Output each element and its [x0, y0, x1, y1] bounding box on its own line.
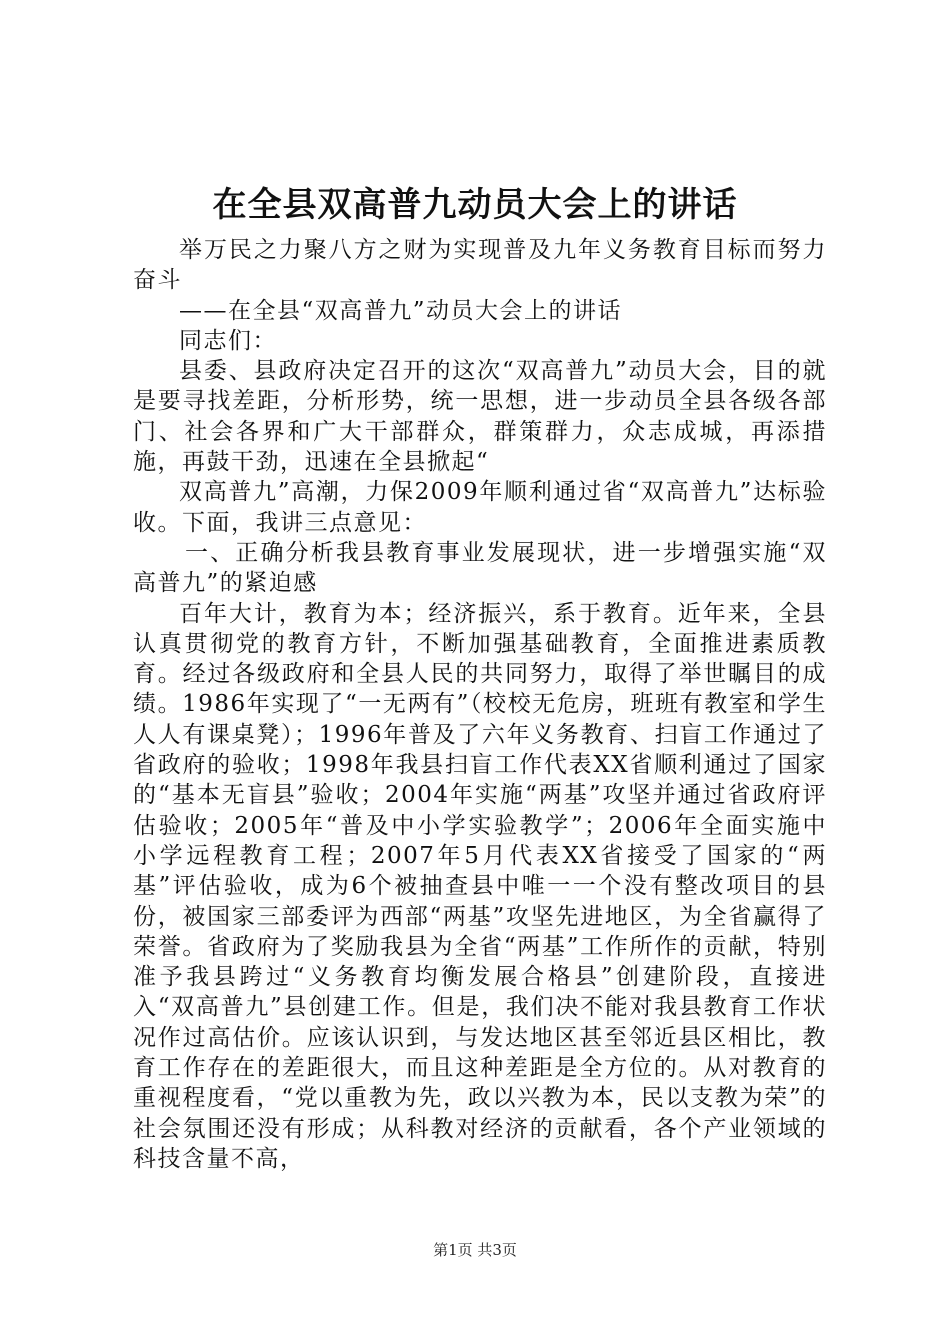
- body-paragraph: 双高普九”高潮，力保2009年顺利通过省“双高普九”达标验收。下面，我讲三点意见：: [133, 479, 827, 536]
- section-paragraph: 百年大计，教育为本；经济振兴，系于教育。近年来，全县认真贯彻党的教育方针，不断加强基础教育，全面推进素质教育。经过各级政府和全县人民的共同努力，取得了举世瞩目的成绩。1986年实现了“一无两有”（校校无危房，班班有教室和学生人人有课桌凳）；1996年普及了六年义务教育、扫盲工作通过了省政府的验收；1998年我县扫盲工作代表XX省顺利通过了国家的“基本无盲县”验收；2004年实施“两基”攻坚并通过省政府评估验收；2005年“普及中小学实验教学”；2006年全面实施中小学远程教育工程；2007年5月代表XX省接受了国家的“两基”评估验收，成为6个被抽查县中唯一一个没有整改项目的县份，被国家三部委评为西部“两基”攻坚先进地区，为全省赢得了荣誉。省政府为了奖励我县为全省“两基”工作所作的贡献，特别准予我县跨过“义务教育均衡发展合格县”创建阶段，直接进入“双高普九”县创建工作。但是，我们决不能对我县教育工作状况作过高估价。应该认识到，与发达地区甚至邻近县区相比，教育工作存在的差距很大，而且这种差距是全方位的。从对教育的重视程度看，“党以重教为先，政以兴教为本，民以支教为荣”的社会氛围还没有形成；从科教对经济的贡献看，各个产业领域的科技含量不高，: [133, 600, 827, 1172]
- document-title: 在全县双高普九动员大会上的讲话: [212, 185, 738, 225]
- subtitle: 举万民之力聚八方之财为实现普及九年义务教育目标而努力奋斗: [133, 237, 827, 294]
- byline: ——在全县“双高普九”动员大会上的讲话: [179, 297, 623, 324]
- section-heading: 一、正确分析我县教育事业发展现状，进一步增强实施“双高普九”的紧迫感: [133, 539, 827, 597]
- body-paragraph: 县委、县政府决定召开的这次“双高普九”动员大会，目的就是要寻找差距，分析形势，统一思想，进一步动员全县各级各部门、社会各界和广大干部群众，群策群力，众志成城，再添措施，再鼓干劲，迅速在全县掀起“: [133, 358, 827, 476]
- page-number-footer: 第1页 共3页: [433, 1241, 517, 1259]
- salutation: 同志们：: [179, 327, 277, 354]
- document-body: [133, 235, 827, 1174]
